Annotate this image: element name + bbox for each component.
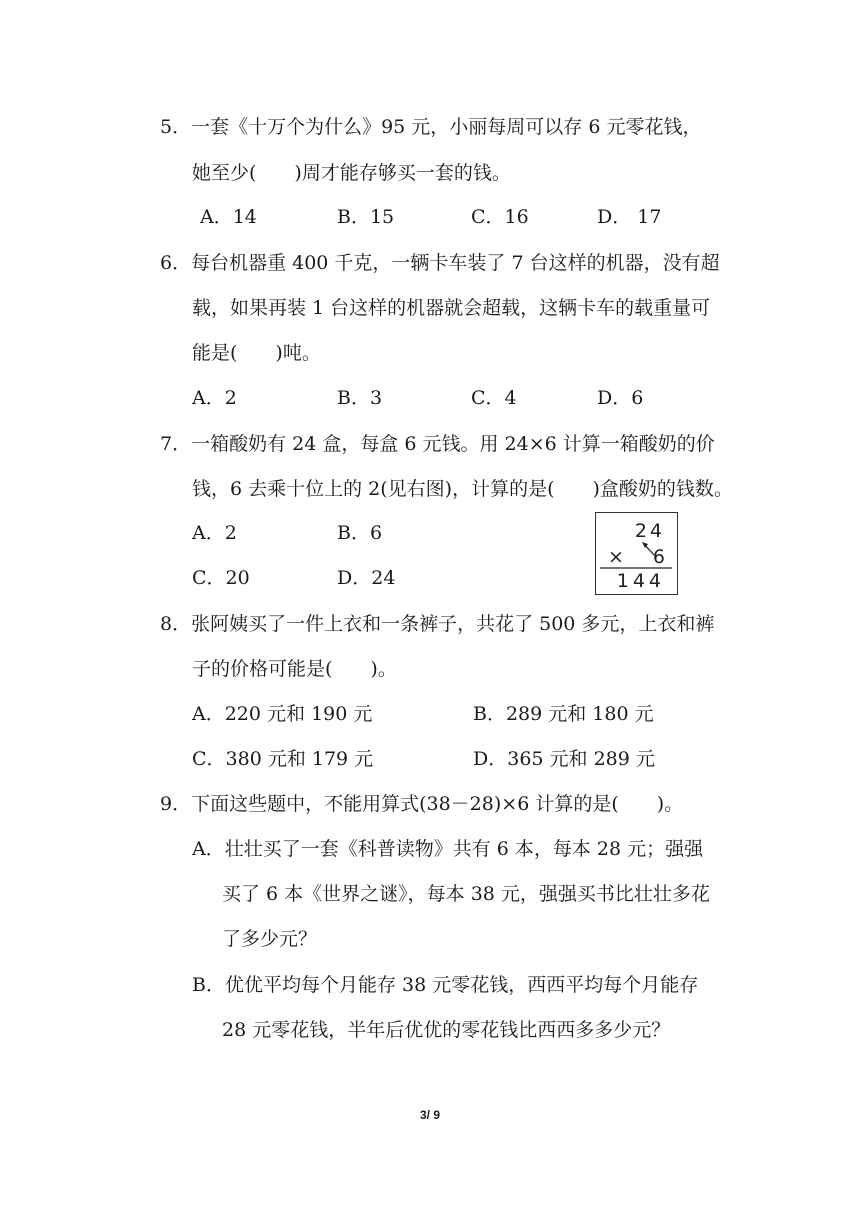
figure-multiplier: 6 (652, 546, 665, 568)
q7-option-c: C．20 (192, 567, 250, 589)
q8-line2: 子的价格可能是( )。 (192, 658, 397, 680)
q6-line2: 载，如果再装 1 台这样的机器就会超载，这辆卡车的载重量可 (192, 297, 711, 319)
multiplication-figure (595, 512, 678, 595)
q5-option-c: C．16 (471, 206, 529, 228)
q8-option-b: B．289 元和 180 元 (473, 703, 654, 725)
q5-line2: 她至少( )周才能存够买一套的钱。 (192, 162, 511, 184)
figure-product: 144 (616, 570, 665, 592)
q8-option-a: A．220 元和 190 元 (192, 703, 373, 725)
q9-option-b-line2: 28 元零花钱，半年后优优的零花钱比西西多多少元？ (222, 1019, 671, 1041)
q6-option-d: D．6 (597, 387, 644, 409)
q8-line1: 8．张阿姨买了一件上衣和一条裤子，共花了 500 多元，上衣和裤 (160, 613, 715, 635)
q6-line1: 6．每台机器重 400 千克，一辆卡车装了 7 台这样的机器，没有超 (160, 252, 720, 274)
q8-option-c: C．380 元和 179 元 (192, 748, 374, 770)
q9-option-b-line1: B．优优平均每个月能存 38 元零花钱，西西平均每个月能存 (192, 974, 699, 996)
q5-line1: 5．一套《十万个为什么》95 元，小丽每周可以存 6 元零花钱， (160, 116, 702, 138)
q7-line2: 钱，6 去乘十位上的 2(见右图)，计算的是( )盒酸奶的钱数。 (192, 478, 733, 500)
figure-multiplicand: 24 (634, 520, 665, 542)
q8-option-d: D．365 元和 289 元 (473, 748, 655, 770)
q5-option-b: B．15 (337, 206, 395, 228)
q9-option-a-line3: 了多少元？ (222, 928, 318, 950)
q6-option-c: C．4 (471, 387, 517, 409)
multiplication-figure-svg (596, 513, 676, 593)
q7-line1: 7．一箱酸奶有 24 盒，每盒 6 元钱。用 24×6 计算一箱酸奶的价 (160, 433, 715, 455)
q7-option-a: A．2 (192, 522, 237, 544)
q6-option-b: B．3 (337, 387, 383, 409)
q9-option-a-line1: A．壮壮买了一套《科普读物》共有 6 本，每本 28 元；强强 (192, 838, 704, 860)
q7-option-d: D．24 (337, 567, 396, 589)
figure-times-sign: × (608, 546, 624, 568)
q7-option-b: B．6 (337, 522, 383, 544)
q5-option-a: A．14 (200, 206, 257, 228)
page-number: 3/ 9 (419, 1108, 440, 1122)
q6-line3: 能是( )吨。 (192, 342, 321, 364)
q9-line1: 9．下面这些题中，不能用算式(38－28)×6 计算的是( )。 (160, 793, 684, 815)
q5-option-d: D． 17 (597, 206, 662, 228)
q9-option-a-line2: 买了 6 本《世界之谜》，每本 38 元，强强买书比壮壮多花 (222, 883, 710, 905)
q6-option-a: A．2 (192, 387, 237, 409)
